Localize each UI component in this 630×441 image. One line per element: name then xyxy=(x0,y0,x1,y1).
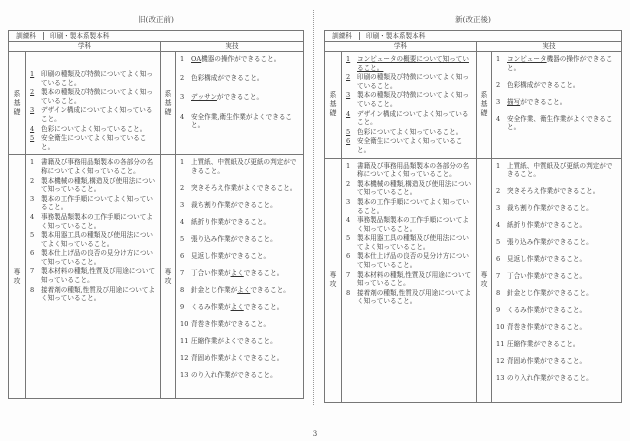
item-text-part: 色彩構成ができること。 xyxy=(507,80,580,89)
item-number: 10 xyxy=(496,322,505,331)
item-text: デザイン構成についてよく知っていること。 xyxy=(41,106,153,123)
old-major-practice xyxy=(176,155,304,399)
list-item xyxy=(346,234,472,251)
item-number: 3 xyxy=(30,194,35,203)
item-text-part: 安全作業、衛生作業がよくできること。 xyxy=(507,114,613,132)
item-text: 製本機械の種類,構造及び使用法について知っていること。 xyxy=(357,179,472,197)
list-item xyxy=(496,162,617,179)
item-text xyxy=(191,252,299,261)
list-item xyxy=(496,221,617,230)
item-number: 4 xyxy=(496,114,501,123)
item-text xyxy=(507,238,617,247)
item-text xyxy=(191,337,299,346)
list-item xyxy=(496,238,617,247)
item-number: 5 xyxy=(496,238,501,247)
item-text-part: 裁ち割り作業ができること。 xyxy=(507,204,593,213)
item-text-part: 突きそろえ作業ができること。 xyxy=(507,187,600,196)
basic-label-cell xyxy=(161,52,176,155)
item-text: 製本仕上げ品の良否の見分け方について知っていること。 xyxy=(357,252,469,270)
old-caption: 旧(改正前) xyxy=(138,15,174,24)
item-text xyxy=(191,201,299,210)
item-number: 7 xyxy=(180,268,185,277)
item-text xyxy=(507,323,617,332)
item-number: 4 xyxy=(346,216,351,225)
list-item xyxy=(30,125,156,134)
list-item xyxy=(30,106,156,123)
item-text xyxy=(191,320,299,329)
item-text xyxy=(191,184,299,193)
item-text: 製本用器工具の種類及び使用法についてよく知っていること。 xyxy=(41,231,153,248)
list-item xyxy=(496,98,617,107)
list-item xyxy=(180,201,299,210)
item-text: 事務製品類製本の工作手順についてよく知っていること。 xyxy=(357,216,469,233)
item-number: 4 xyxy=(30,212,35,221)
major-label-cell xyxy=(161,155,176,399)
list-item xyxy=(180,269,299,278)
item-number: 2 xyxy=(346,179,351,188)
item-number: 8 xyxy=(180,285,185,294)
item-text xyxy=(191,158,299,175)
item-text-part: 針金とじ作業ができること。 xyxy=(507,289,593,298)
item-text: 製本の種類及び特徴についてよく知っていること。 xyxy=(357,91,469,108)
list-item xyxy=(30,231,156,248)
item-text: 印刷の種類及び特徴についてよく知っていること。 xyxy=(41,70,153,87)
item-number: 4 xyxy=(30,124,35,133)
item-number: 2 xyxy=(346,73,351,82)
item-number: 1 xyxy=(30,70,35,78)
course-row xyxy=(325,31,622,42)
item-number: 1 xyxy=(346,161,351,170)
item-text xyxy=(507,204,617,213)
item-text: デザイン構成についてよく知っていること。 xyxy=(357,109,469,127)
basic-label: 系基礎 xyxy=(164,89,172,116)
item-number: 3 xyxy=(346,197,351,206)
item-text-part: くるみ作業ができること。 xyxy=(507,306,587,314)
basic-label-cell xyxy=(9,52,26,155)
item-text xyxy=(507,81,617,90)
item-text: 書籍及び事務用品類製本の各部分の名称についてよく知っていること。 xyxy=(41,158,154,175)
course-name: 印刷・製本系製本科 xyxy=(50,31,110,40)
item-text-part: 上質紙、中質紙及び更紙の判定ができること。 xyxy=(507,161,613,179)
item-number: 1 xyxy=(346,55,351,63)
item-text-part: 突きそろえ作業がよくできること。 xyxy=(191,183,297,192)
list-item xyxy=(180,320,299,329)
item-text: 製本用器工具の種類及び使用法についてよく知っていること。 xyxy=(357,234,469,251)
list-item xyxy=(180,93,299,102)
item-text-part: できること。 xyxy=(243,268,284,277)
item-number: 13 xyxy=(180,370,189,379)
item-number: 8 xyxy=(496,289,501,298)
practice-header: 実技 xyxy=(161,42,304,52)
item-number: 10 xyxy=(180,319,189,328)
list-item xyxy=(346,271,472,288)
item-number: 12 xyxy=(180,353,189,362)
item-text xyxy=(191,235,299,244)
item-text xyxy=(507,255,617,264)
item-text-part: 丁合い作業ができること。 xyxy=(507,272,587,281)
item-text: 安全衛生についてよく知っていること。 xyxy=(41,134,147,151)
item-text: 製本材料の種類,性質及び用途について知っていること。 xyxy=(357,270,472,288)
old-major-theory xyxy=(26,155,161,399)
list-item xyxy=(346,73,472,90)
list-item xyxy=(346,137,472,154)
item-text-part: 紙折り作業ができること。 xyxy=(507,221,587,230)
item-number: 3 xyxy=(496,204,501,213)
item-text xyxy=(507,272,617,281)
item-text-part: 見返し作業ができること。 xyxy=(191,251,271,260)
item-number: 4 xyxy=(496,221,501,230)
item-text xyxy=(507,340,617,349)
item-text-part: 裁ち割り作業ができること。 xyxy=(191,200,277,209)
item-text xyxy=(191,74,299,83)
list-item xyxy=(496,272,617,281)
item-number: 13 xyxy=(496,373,505,382)
item-text xyxy=(191,354,299,363)
item-text: 色彩についてよく知っていること。 xyxy=(357,127,463,136)
item-text: 製本の工作手順についてよく知っていること。 xyxy=(357,197,469,215)
changed-text: OA xyxy=(191,55,202,63)
major-label-cell xyxy=(477,158,492,402)
item-text-part: ができること。 xyxy=(520,97,567,106)
course-name: 印刷・製本系製本科 xyxy=(366,31,426,40)
list-item xyxy=(180,371,299,380)
list-item xyxy=(180,218,299,227)
item-number: 5 xyxy=(346,234,351,243)
list-item xyxy=(30,267,156,284)
list-item xyxy=(346,55,472,72)
item-text-part: 背巻き作業ができること。 xyxy=(191,319,271,328)
list-item xyxy=(346,128,472,137)
item-number: 2 xyxy=(180,183,185,192)
item-text-part: 機器の操作ができること。 xyxy=(201,55,281,63)
changed-text: コンピュータ xyxy=(507,55,547,63)
theory-header: 学科 xyxy=(325,42,477,52)
item-text xyxy=(507,115,617,132)
item-number: 9 xyxy=(180,302,185,311)
item-number: 1 xyxy=(496,55,501,63)
list-item xyxy=(30,213,156,230)
item-number: 4 xyxy=(180,112,185,121)
major-label: 専攻 xyxy=(329,271,337,289)
item-text-part: 丁合い作業が xyxy=(191,268,231,277)
item-text: 書籍及び事務用品類製本の各部分の名称についてよく知っていること。 xyxy=(357,161,470,179)
item-number: 8 xyxy=(346,288,351,297)
item-number: 2 xyxy=(30,88,35,97)
list-item xyxy=(346,110,472,127)
list-item xyxy=(30,158,156,175)
practice-header: 実技 xyxy=(477,42,622,52)
changed-text: よく xyxy=(237,285,251,294)
list-item xyxy=(180,286,299,295)
list-item xyxy=(30,249,156,266)
item-text xyxy=(191,303,299,312)
item-number: 5 xyxy=(30,134,35,143)
list-item xyxy=(496,115,617,132)
list-item xyxy=(496,187,617,196)
item-text: 製本機械の種類,構造及び使用法について知っていること。 xyxy=(41,176,156,194)
item-text: 色彩についてよく知っていること。 xyxy=(41,124,147,133)
item-text xyxy=(507,289,617,298)
new-curriculum-table xyxy=(324,30,622,403)
list-item xyxy=(346,289,472,306)
item-text xyxy=(191,286,299,295)
item-text xyxy=(507,162,617,179)
item-number: 4 xyxy=(346,109,351,118)
list-item xyxy=(346,252,472,269)
item-text xyxy=(191,113,299,130)
page-number: 3 xyxy=(312,430,318,438)
list-item xyxy=(30,134,156,151)
item-text: 接着剤の種類,性質及び用途についてよく知っていること。 xyxy=(357,288,472,306)
new-basic-theory xyxy=(342,52,477,159)
item-text-part: 張り込み作業ができること。 xyxy=(191,234,277,243)
list-item xyxy=(180,113,299,130)
basic-label: 系基礎 xyxy=(480,91,488,118)
list-item xyxy=(180,158,299,175)
item-number: 8 xyxy=(30,285,35,294)
item-text: 製本の種類及び特徴についてよく知っていること。 xyxy=(41,88,153,105)
page-divider xyxy=(313,10,314,405)
list-item xyxy=(496,340,617,349)
major-label-cell xyxy=(325,158,342,402)
item-number: 6 xyxy=(30,249,35,258)
item-text: 製本仕上げ品の良否の見分け方について知っていること。 xyxy=(41,249,153,266)
item-text-part: 圧縮作業ができること。 xyxy=(507,339,580,348)
item-number: 1 xyxy=(30,158,35,167)
item-number: 9 xyxy=(496,306,501,314)
item-number: 3 xyxy=(180,93,185,102)
list-item xyxy=(496,289,617,298)
item-number: 3 xyxy=(180,200,185,209)
item-number: 5 xyxy=(180,234,185,243)
item-number: 3 xyxy=(346,91,351,100)
list-item xyxy=(180,55,299,64)
item-text xyxy=(507,187,617,196)
old-curriculum-table xyxy=(8,30,304,399)
item-text xyxy=(507,55,617,72)
basic-label: 系基礎 xyxy=(13,89,21,116)
item-number: 1 xyxy=(496,161,501,170)
list-item xyxy=(30,88,156,105)
list-item xyxy=(346,162,472,179)
list-item xyxy=(180,184,299,193)
item-text-part: ができること。 xyxy=(216,93,264,102)
item-text-part: 紙折り作業ができること。 xyxy=(191,217,271,226)
course-label: 訓練科 xyxy=(325,32,360,41)
list-item xyxy=(496,204,617,213)
item-text-part: のり入れ作業ができること。 xyxy=(507,373,593,382)
basic-label-cell xyxy=(325,52,342,159)
old-basic-theory xyxy=(26,52,161,155)
item-number: 3 xyxy=(496,97,501,106)
item-number: 6 xyxy=(346,137,351,146)
item-text xyxy=(191,269,299,278)
item-text: 製本の工作手順についてよく知っていること。 xyxy=(41,194,153,212)
changed-text: デッサン xyxy=(191,93,217,102)
list-item xyxy=(30,177,156,194)
basic-label-cell xyxy=(477,52,492,159)
list-item xyxy=(496,357,617,366)
course-label: 訓練科 xyxy=(9,32,44,41)
new-major-practice xyxy=(492,158,622,402)
new-major-theory xyxy=(342,158,477,402)
item-number: 6 xyxy=(346,252,351,261)
item-text-part: 背巻き作業ができること。 xyxy=(507,322,587,331)
list-item xyxy=(180,235,299,244)
list-item xyxy=(180,337,299,346)
item-number: 7 xyxy=(496,272,501,281)
list-item xyxy=(496,55,617,72)
major-label: 専攻 xyxy=(164,267,172,285)
item-number: 5 xyxy=(346,127,351,136)
item-number: 1 xyxy=(180,55,185,63)
theory-header: 学科 xyxy=(9,42,161,52)
list-item xyxy=(30,286,156,303)
item-text xyxy=(191,55,299,64)
list-item xyxy=(30,195,156,212)
changed-text: 描写 xyxy=(507,97,521,106)
item-text-part: 安全作業,衛生作業がよくできること。 xyxy=(191,112,293,130)
list-item xyxy=(496,323,617,332)
item-text: 印刷の種類及び特徴についてよく知っていること。 xyxy=(357,73,469,90)
list-item xyxy=(346,91,472,108)
item-text-part: 針金とじ作業が xyxy=(191,285,238,294)
item-text-part: 見返し作業ができること。 xyxy=(507,255,587,264)
old-basic-practice xyxy=(176,52,304,155)
item-number: 12 xyxy=(496,356,505,365)
item-text-part: くるみ作業が xyxy=(191,302,231,311)
list-item xyxy=(496,81,617,90)
new-basic-practice xyxy=(492,52,622,159)
changed-text: よく xyxy=(230,302,244,311)
list-item xyxy=(496,374,617,383)
item-text xyxy=(507,306,617,315)
item-number: 2 xyxy=(496,80,501,89)
item-text-part: 圧縮作業がよくできること。 xyxy=(191,336,277,345)
item-text-part: 張り込み作業ができること。 xyxy=(507,238,593,247)
item-text: 安全衛生についてよく知っていること。 xyxy=(357,137,463,154)
item-text xyxy=(191,371,299,380)
item-text xyxy=(191,93,299,102)
item-number: 2 xyxy=(30,176,35,185)
course-row xyxy=(9,31,304,42)
item-text-part: 背固め作業がよくできること。 xyxy=(191,353,284,362)
item-text: 事務製品類製本の工作手順についてよく知っていること。 xyxy=(41,212,153,230)
list-item xyxy=(30,70,156,87)
item-text xyxy=(507,221,617,230)
item-text xyxy=(507,98,617,107)
item-text: 製本材料の種類,性質及び用途について知っていること。 xyxy=(41,267,156,285)
item-number: 11 xyxy=(180,336,189,345)
item-number: 7 xyxy=(30,267,35,276)
major-label: 専攻 xyxy=(480,271,488,289)
item-number: 1 xyxy=(180,158,185,167)
list-item xyxy=(180,252,299,261)
item-text: 接着剤の種類,性質及び用途についてよく知っていること。 xyxy=(41,285,156,303)
item-number: 6 xyxy=(496,255,501,264)
basic-label: 系基礎 xyxy=(329,91,337,118)
changed-text: よく xyxy=(230,268,244,277)
list-item xyxy=(496,255,617,264)
item-text xyxy=(507,374,617,383)
list-item xyxy=(346,216,472,233)
item-number: 2 xyxy=(496,187,501,196)
major-label: 専攻 xyxy=(13,267,21,285)
item-text: コンピュータの概要について知っていること。 xyxy=(357,55,469,72)
item-number: 5 xyxy=(30,231,35,240)
list-item xyxy=(180,74,299,83)
item-text xyxy=(191,218,299,227)
item-text-part: 背固め作業ができること。 xyxy=(507,356,587,365)
item-text-part: 機器の操作ができること。 xyxy=(507,55,613,72)
list-item xyxy=(496,306,617,315)
new-caption: 新(改正後) xyxy=(455,15,491,24)
list-item xyxy=(180,303,299,312)
item-number: 7 xyxy=(346,270,351,279)
item-number: 2 xyxy=(180,74,185,83)
item-text xyxy=(507,357,617,366)
item-text-part: のり入れ作業ができること。 xyxy=(191,370,277,379)
item-number: 3 xyxy=(30,106,35,115)
list-item xyxy=(346,198,472,215)
major-label-cell xyxy=(9,155,26,399)
item-number: 4 xyxy=(180,217,185,226)
item-text-part: 上質紙、中質紙及び更紙の判定ができること。 xyxy=(191,158,297,175)
item-text-part: できること。 xyxy=(243,302,284,311)
item-number: 6 xyxy=(180,251,185,260)
item-number: 11 xyxy=(496,339,505,348)
item-text-part: できること。 xyxy=(250,285,290,294)
item-text-part: 色彩構成ができること。 xyxy=(191,74,264,83)
list-item xyxy=(180,354,299,363)
list-item xyxy=(346,180,472,197)
